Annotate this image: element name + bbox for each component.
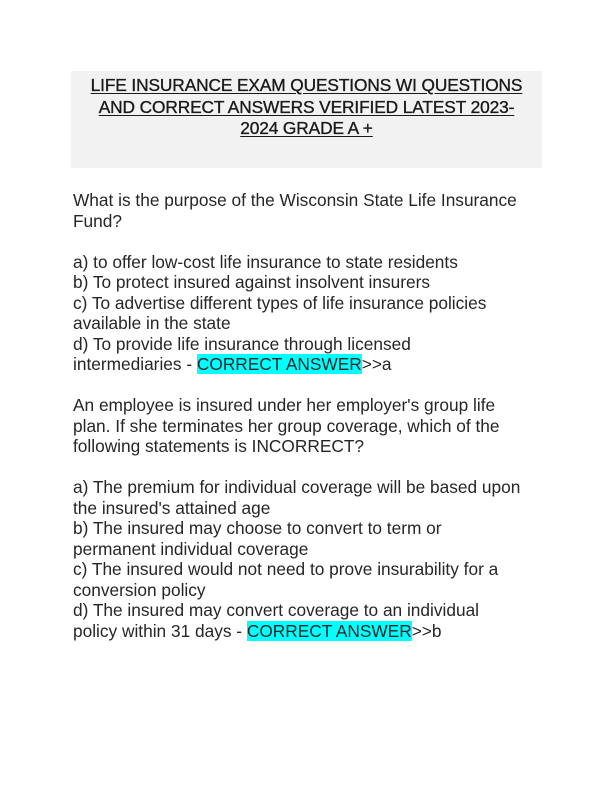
question-1-option-d [73, 334, 553, 375]
option-text: b) The insured may choose to convert to term or [73, 518, 442, 538]
spacer [73, 231, 553, 252]
question-2-option-b [73, 518, 553, 559]
option-text: c) The insured would not need to prove insurability for a [73, 559, 499, 579]
option-text: c) To advertise different types of life insurance policies [73, 292, 487, 313]
question-2-stem [73, 395, 553, 457]
correct-answer-highlight: CORRECT ANSWER [246, 620, 412, 641]
spacer [73, 457, 553, 478]
question-1-stem [73, 190, 553, 231]
title-box [71, 71, 542, 168]
question-2 [73, 395, 553, 641]
question-2-option-a [73, 477, 553, 518]
question-1 [73, 190, 553, 375]
question-1-stem-line-2: Fund? [73, 210, 123, 231]
question-1-stem-line-1: What is the purpose of the Wisconsin State Life Insurance [73, 190, 517, 210]
option-text: d) The insured may convert coverage to an individual [73, 600, 480, 620]
option-text: permanent individual coverage [73, 538, 309, 559]
question-1-option-c [73, 293, 553, 334]
document-body [73, 190, 553, 641]
answer-letter: >>a [361, 354, 392, 374]
answer-letter: >>b [411, 620, 442, 641]
option-text: available in the state [73, 313, 231, 333]
question-2-stem-line-3: following statements is INCORRECT? [73, 436, 364, 456]
option-text: policy within 31 days - [73, 620, 247, 641]
question-2-option-c [73, 559, 553, 600]
correct-answer-highlight: CORRECT ANSWER [196, 354, 362, 374]
option-text: d) To provide life insurance through licensed [73, 333, 411, 354]
document-title [71, 75, 542, 140]
title-line-3: 2024 GRADE A + [240, 118, 373, 138]
question-1-option-a: a) to offer low-cost life insurance to state residents [73, 251, 458, 272]
option-text: conversion policy [73, 579, 206, 600]
question-1-option-b: b) To protect insured against insolvent insurers [73, 272, 431, 292]
option-text: intermediaries - [73, 354, 197, 374]
question-2-stem-line-2: plan. If she terminates her group coverage, which of the [73, 415, 500, 436]
option-text: the insured's attained age [73, 497, 271, 518]
question-2-option-d [73, 600, 553, 641]
title-line-1: LIFE INSURANCE EXAM QUESTIONS WI QUESTIONS [90, 75, 523, 95]
question-2-stem-line-1: An employee is insured under her employer's group life [73, 395, 496, 415]
title-line-2: AND CORRECT ANSWERS VERIFIED LATEST 2023- [98, 96, 515, 117]
spacer [73, 375, 553, 396]
option-text: a) The premium for individual coverage will be based upon [73, 477, 521, 497]
